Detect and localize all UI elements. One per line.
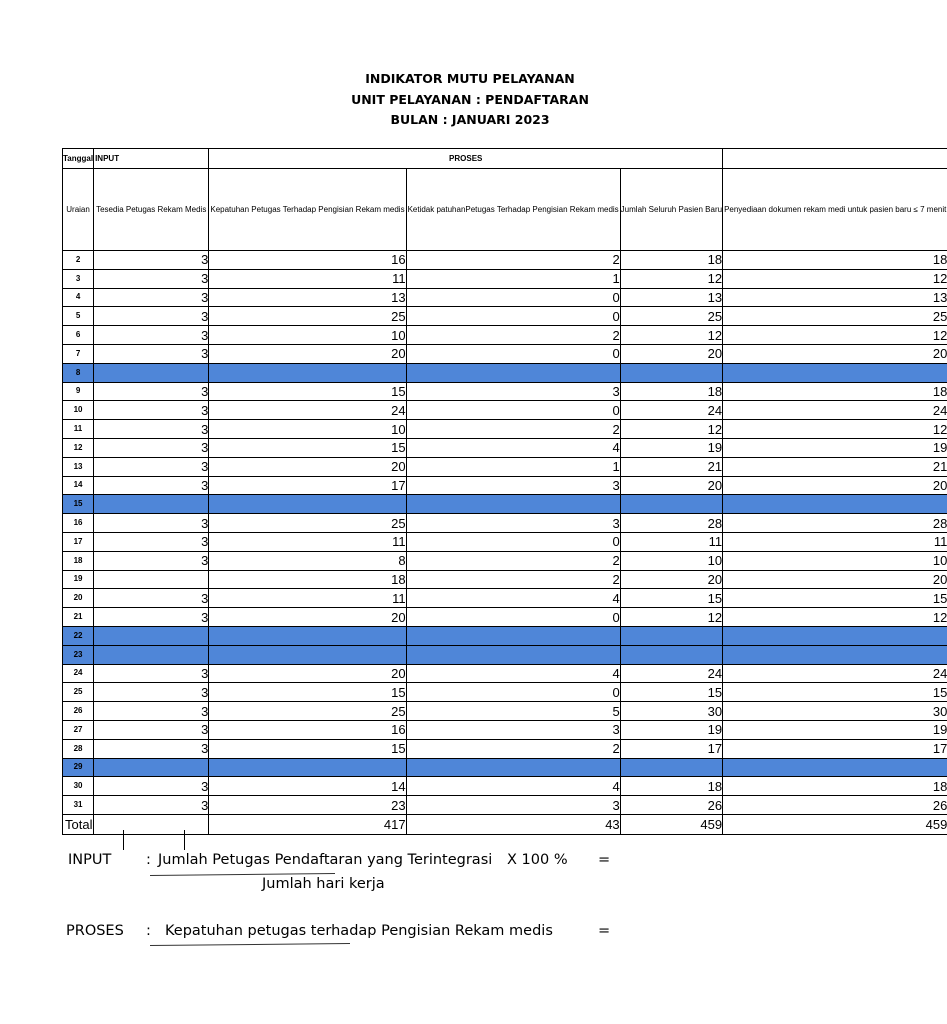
table-row: [63, 551, 947, 570]
holiday-row: [63, 495, 947, 514]
date-cell: 22: [63, 626, 94, 645]
col-jumlah: Jumlah Seluruh Pasien Baru: [620, 169, 722, 251]
date-cell: 10: [63, 401, 94, 420]
table-row: [63, 457, 947, 476]
table-row: [63, 720, 947, 739]
date-cell: 8: [63, 363, 94, 382]
value-cell-c: 1: [406, 457, 620, 476]
value-cell-c: [406, 626, 620, 645]
table-row: [63, 739, 947, 758]
value-cell-c: 1: [406, 269, 620, 288]
value-cell-c: 3: [406, 720, 620, 739]
value-cell-b: [209, 363, 406, 382]
value-cell-c: 0: [406, 532, 620, 551]
value-cell-c: 2: [406, 420, 620, 439]
value-cell-d: 17: [620, 739, 722, 758]
value-cell-e: 30: [723, 702, 947, 721]
value-cell-a: 3: [94, 288, 209, 307]
value-cell-e: [723, 758, 947, 777]
total-cell-e: 459: [723, 814, 947, 834]
value-cell-d: 12: [620, 608, 722, 627]
table-row: [63, 420, 947, 439]
value-cell-b: 11: [209, 589, 406, 608]
proses-numerator: Kepatuhan petugas terhadap Pengisian Rekam medis: [165, 923, 553, 939]
total-cell-c: 43: [406, 814, 620, 834]
value-cell-a: [94, 363, 209, 382]
value-cell-b: [209, 758, 406, 777]
table-row: [63, 476, 947, 495]
value-cell-d: 24: [620, 664, 722, 683]
date-cell: 5: [63, 307, 94, 326]
value-cell-b: 14: [209, 777, 406, 796]
date-cell: 31: [63, 796, 94, 815]
proses-label: PROSES: [66, 923, 124, 939]
value-cell-d: 18: [620, 382, 722, 401]
value-cell-b: 16: [209, 720, 406, 739]
header-tanggal: Tanggal: [63, 149, 94, 169]
value-cell-a: 3: [94, 401, 209, 420]
date-cell: 13: [63, 457, 94, 476]
value-cell-c: 4: [406, 664, 620, 683]
date-cell: 23: [63, 645, 94, 664]
input-denominator: Jumlah hari kerja: [262, 876, 385, 892]
value-cell-a: 3: [94, 382, 209, 401]
value-cell-b: 15: [209, 438, 406, 457]
table-row: [63, 401, 947, 420]
value-cell-d: 12: [620, 420, 722, 439]
holiday-row: [63, 626, 947, 645]
table-stub-line-1: [123, 830, 124, 850]
proses-equals: =: [598, 923, 611, 939]
table-row: [63, 702, 947, 721]
date-cell: 3: [63, 269, 94, 288]
value-cell-c: [406, 495, 620, 514]
value-cell-b: 20: [209, 457, 406, 476]
col-uraian: Uraian: [63, 169, 94, 251]
value-cell-d: 10: [620, 551, 722, 570]
date-cell: 9: [63, 382, 94, 401]
value-cell-c: [406, 363, 620, 382]
value-cell-a: [94, 570, 209, 589]
value-cell-a: [94, 495, 209, 514]
col-penyediaan: Penyediaan dokumen rekam medi untuk pasien baru ≤ 7 menit: [723, 169, 947, 251]
date-cell: 17: [63, 532, 94, 551]
value-cell-c: 2: [406, 551, 620, 570]
value-cell-e: [723, 626, 947, 645]
value-cell-a: 3: [94, 608, 209, 627]
value-cell-e: 12: [723, 326, 947, 345]
value-cell-b: [209, 645, 406, 664]
value-cell-d: [620, 645, 722, 664]
indicator-table: [62, 148, 947, 835]
date-cell: 7: [63, 344, 94, 363]
table-row: [63, 326, 947, 345]
value-cell-a: 3: [94, 532, 209, 551]
value-cell-c: 2: [406, 570, 620, 589]
value-cell-a: 3: [94, 664, 209, 683]
table-row: [63, 438, 947, 457]
table-row: [63, 307, 947, 326]
value-cell-b: 20: [209, 344, 406, 363]
value-cell-a: 3: [94, 251, 209, 270]
value-cell-b: 10: [209, 326, 406, 345]
value-cell-e: 12: [723, 608, 947, 627]
total-cell-b: 417: [209, 814, 406, 834]
date-cell: 20: [63, 589, 94, 608]
col-ketidak: Ketidak patuhanPetugas Terhadap Pengisian Rekam medis: [406, 169, 620, 251]
date-cell: 21: [63, 608, 94, 627]
value-cell-e: 20: [723, 570, 947, 589]
value-cell-d: 15: [620, 589, 722, 608]
col-kepatuhan: Kepatuhan Petugas Terhadap Pengisian Rekam medis: [209, 169, 406, 251]
value-cell-d: 20: [620, 570, 722, 589]
report-title-line2: UNIT PELAYANAN : PENDAFTARAN: [351, 92, 589, 107]
value-cell-a: 3: [94, 683, 209, 702]
value-cell-c: 0: [406, 344, 620, 363]
value-cell-c: [406, 645, 620, 664]
proses-colon: :: [146, 923, 151, 939]
holiday-row: [63, 363, 947, 382]
table-row: [63, 269, 947, 288]
value-cell-e: 19: [723, 438, 947, 457]
total-row: [63, 814, 947, 834]
value-cell-a: 3: [94, 551, 209, 570]
date-cell: 19: [63, 570, 94, 589]
value-cell-b: 18: [209, 570, 406, 589]
value-cell-b: 24: [209, 401, 406, 420]
value-cell-e: 18: [723, 382, 947, 401]
table-stub-line-2: [184, 830, 185, 850]
value-cell-a: 3: [94, 269, 209, 288]
value-cell-a: 3: [94, 702, 209, 721]
value-cell-d: [620, 758, 722, 777]
value-cell-b: 20: [209, 664, 406, 683]
proses-fraction-line: [150, 943, 350, 946]
value-cell-e: 24: [723, 664, 947, 683]
date-cell: 26: [63, 702, 94, 721]
date-cell: 14: [63, 476, 94, 495]
report-title-line1: INDIKATOR MUTU PELAYANAN: [365, 71, 575, 86]
value-cell-b: 20: [209, 608, 406, 627]
value-cell-a: 3: [94, 796, 209, 815]
value-cell-a: 3: [94, 777, 209, 796]
value-cell-b: 25: [209, 514, 406, 533]
value-cell-e: 10: [723, 551, 947, 570]
date-cell: 29: [63, 758, 94, 777]
header-output-blank: [723, 149, 947, 169]
value-cell-e: 25: [723, 307, 947, 326]
value-cell-b: 11: [209, 532, 406, 551]
value-cell-d: 20: [620, 344, 722, 363]
input-equals: =: [598, 852, 611, 868]
value-cell-d: 28: [620, 514, 722, 533]
value-cell-d: 15: [620, 683, 722, 702]
value-cell-b: 16: [209, 251, 406, 270]
table-row: [63, 664, 947, 683]
value-cell-a: 3: [94, 438, 209, 457]
value-cell-d: 19: [620, 720, 722, 739]
total-cell-a: [94, 814, 209, 834]
value-cell-e: 24: [723, 401, 947, 420]
value-cell-a: [94, 626, 209, 645]
value-cell-c: 0: [406, 401, 620, 420]
value-cell-a: [94, 645, 209, 664]
value-cell-e: 28: [723, 514, 947, 533]
date-cell: 18: [63, 551, 94, 570]
value-cell-b: 15: [209, 739, 406, 758]
holiday-row: [63, 645, 947, 664]
input-colon: :: [146, 852, 151, 868]
table-row: [63, 777, 947, 796]
table-row: [63, 288, 947, 307]
value-cell-d: 26: [620, 796, 722, 815]
date-cell: 30: [63, 777, 94, 796]
value-cell-a: 3: [94, 589, 209, 608]
value-cell-a: 3: [94, 457, 209, 476]
value-cell-d: 19: [620, 438, 722, 457]
value-cell-e: 18: [723, 251, 947, 270]
value-cell-d: 20: [620, 476, 722, 495]
value-cell-d: 18: [620, 777, 722, 796]
value-cell-c: 4: [406, 589, 620, 608]
date-cell: 16: [63, 514, 94, 533]
report-title-line3: BULAN : JANUARI 2023: [390, 112, 550, 127]
value-cell-c: 3: [406, 382, 620, 401]
header-proses: PROSES: [209, 149, 723, 169]
table-row: [63, 514, 947, 533]
col-tesedia: Tesedia Petugas Rekam Medis: [94, 169, 209, 251]
value-cell-c: 0: [406, 683, 620, 702]
value-cell-d: 12: [620, 326, 722, 345]
value-cell-e: 19: [723, 720, 947, 739]
value-cell-c: 2: [406, 739, 620, 758]
value-cell-e: 26: [723, 796, 947, 815]
value-cell-b: 23: [209, 796, 406, 815]
table-row: [63, 251, 947, 270]
value-cell-e: 20: [723, 476, 947, 495]
value-cell-a: 3: [94, 720, 209, 739]
value-cell-e: 15: [723, 683, 947, 702]
value-cell-e: 12: [723, 269, 947, 288]
table-row: [63, 589, 947, 608]
value-cell-b: 25: [209, 307, 406, 326]
value-cell-d: 30: [620, 702, 722, 721]
value-cell-c: 5: [406, 702, 620, 721]
table-row: [63, 344, 947, 363]
value-cell-b: [209, 626, 406, 645]
value-cell-a: 3: [94, 326, 209, 345]
value-cell-a: 3: [94, 514, 209, 533]
value-cell-c: [406, 758, 620, 777]
value-cell-b: 13: [209, 288, 406, 307]
input-label: INPUT: [68, 852, 112, 868]
value-cell-c: 2: [406, 251, 620, 270]
input-multiplier: X 100 %: [507, 852, 568, 868]
value-cell-e: [723, 363, 947, 382]
value-cell-c: 0: [406, 288, 620, 307]
value-cell-b: 10: [209, 420, 406, 439]
value-cell-d: 21: [620, 457, 722, 476]
value-cell-e: [723, 495, 947, 514]
value-cell-e: 13: [723, 288, 947, 307]
value-cell-d: 24: [620, 401, 722, 420]
value-cell-d: [620, 626, 722, 645]
value-cell-d: [620, 495, 722, 514]
value-cell-d: 13: [620, 288, 722, 307]
value-cell-e: 17: [723, 739, 947, 758]
value-cell-a: 3: [94, 476, 209, 495]
date-cell: 27: [63, 720, 94, 739]
date-cell: 25: [63, 683, 94, 702]
date-cell: 6: [63, 326, 94, 345]
value-cell-e: 18: [723, 777, 947, 796]
group-header-row: [63, 149, 947, 169]
value-cell-c: 0: [406, 307, 620, 326]
date-cell: 24: [63, 664, 94, 683]
date-cell: 2: [63, 251, 94, 270]
table-row: [63, 382, 947, 401]
date-cell: 4: [63, 288, 94, 307]
value-cell-b: 25: [209, 702, 406, 721]
date-cell: 28: [63, 739, 94, 758]
value-cell-b: 15: [209, 683, 406, 702]
table-row: [63, 532, 947, 551]
value-cell-d: 12: [620, 269, 722, 288]
value-cell-b: 11: [209, 269, 406, 288]
value-cell-e: 12: [723, 420, 947, 439]
value-cell-e: 11: [723, 532, 947, 551]
date-cell: 15: [63, 495, 94, 514]
value-cell-c: 0: [406, 608, 620, 627]
value-cell-e: 20: [723, 344, 947, 363]
value-cell-d: 18: [620, 251, 722, 270]
value-cell-b: [209, 495, 406, 514]
value-cell-c: 3: [406, 476, 620, 495]
value-cell-e: [723, 645, 947, 664]
table-row: [63, 570, 947, 589]
table-row: [63, 608, 947, 627]
value-cell-a: 3: [94, 307, 209, 326]
value-cell-b: 15: [209, 382, 406, 401]
column-header-row: [63, 169, 947, 251]
total-cell-d: 459: [620, 814, 722, 834]
value-cell-d: 25: [620, 307, 722, 326]
date-cell: 12: [63, 438, 94, 457]
table-row: [63, 683, 947, 702]
value-cell-b: 8: [209, 551, 406, 570]
value-cell-c: 4: [406, 777, 620, 796]
value-cell-c: 3: [406, 796, 620, 815]
value-cell-e: 15: [723, 589, 947, 608]
value-cell-d: 11: [620, 532, 722, 551]
value-cell-b: 17: [209, 476, 406, 495]
value-cell-c: 2: [406, 326, 620, 345]
value-cell-c: 3: [406, 514, 620, 533]
holiday-row: [63, 758, 947, 777]
value-cell-a: 3: [94, 420, 209, 439]
header-input: INPUT: [94, 149, 209, 169]
value-cell-a: 3: [94, 344, 209, 363]
input-numerator: Jumlah Petugas Pendaftaran yang Terintegrasi: [158, 852, 493, 868]
value-cell-d: [620, 363, 722, 382]
date-cell: 11: [63, 420, 94, 439]
value-cell-a: 3: [94, 739, 209, 758]
value-cell-c: 4: [406, 438, 620, 457]
value-cell-e: 21: [723, 457, 947, 476]
table-row: [63, 796, 947, 815]
value-cell-a: [94, 758, 209, 777]
total-label: Total: [63, 814, 94, 834]
